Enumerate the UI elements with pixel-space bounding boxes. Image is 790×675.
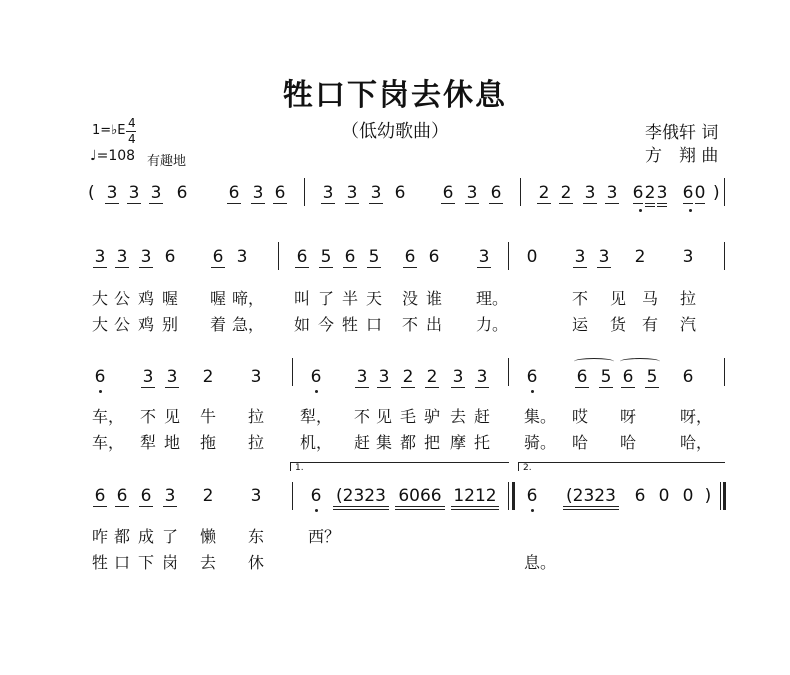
underline bbox=[321, 203, 335, 204]
note: 3 bbox=[150, 183, 162, 203]
final-barline bbox=[720, 482, 721, 510]
lyric-syllable: 拉 bbox=[680, 289, 697, 308]
octave-dot bbox=[99, 390, 102, 393]
underline bbox=[657, 206, 667, 207]
lyric-syllable: 呀 bbox=[620, 407, 637, 426]
time-signature-top: 4 bbox=[128, 116, 136, 130]
lyric-syllable: 今 bbox=[318, 315, 335, 334]
lyric-syllable: 见 bbox=[610, 289, 627, 308]
lyric-syllable: 喔 bbox=[210, 289, 227, 308]
octave-dot bbox=[315, 509, 318, 512]
composer-credit: 方 翔 曲 bbox=[645, 146, 719, 166]
lyric-syllable: 谁 bbox=[426, 289, 443, 308]
underline bbox=[401, 387, 415, 388]
underline bbox=[165, 387, 179, 388]
underline bbox=[367, 267, 381, 268]
note: 2 bbox=[560, 183, 572, 203]
underline bbox=[537, 203, 551, 204]
lyric-syllable: 公 bbox=[114, 315, 131, 334]
lyric-syllable: 成 bbox=[138, 527, 155, 546]
note: 3 bbox=[574, 247, 586, 267]
underline bbox=[683, 203, 693, 204]
note: 0 bbox=[694, 183, 706, 203]
note: 5 bbox=[600, 367, 612, 387]
note: 6 bbox=[94, 367, 106, 387]
lyric-syllable: 机， bbox=[300, 433, 333, 452]
octave-dot bbox=[531, 390, 534, 393]
underline bbox=[319, 267, 333, 268]
underline bbox=[695, 203, 705, 204]
note: 3 bbox=[378, 367, 390, 387]
note: 6 bbox=[94, 486, 106, 506]
note: 2 bbox=[402, 367, 414, 387]
underline bbox=[395, 506, 445, 507]
underline bbox=[563, 509, 619, 510]
underline bbox=[563, 506, 619, 507]
song-title: 牲口下岗去休息 bbox=[283, 78, 507, 113]
lyric-syllable: 见 bbox=[376, 407, 393, 426]
volta-1: 1. bbox=[290, 462, 509, 471]
underline bbox=[475, 387, 489, 388]
note: 6 bbox=[632, 183, 644, 203]
lyric-syllable: 哎 bbox=[572, 407, 589, 426]
barline bbox=[292, 358, 293, 386]
note: 3 bbox=[236, 247, 248, 267]
expression-mark: 有趣地 bbox=[147, 154, 187, 169]
underline bbox=[489, 203, 503, 204]
note: 6 bbox=[344, 247, 356, 267]
underline bbox=[605, 203, 619, 204]
close-paren: ) bbox=[713, 183, 720, 203]
note: 6 bbox=[526, 486, 538, 506]
note: 3 bbox=[250, 367, 262, 387]
note: (2323 bbox=[566, 486, 616, 506]
note: 3 bbox=[128, 183, 140, 203]
lyric-syllable: 公 bbox=[114, 289, 131, 308]
underline bbox=[451, 387, 465, 388]
lyric-syllable: 啼， bbox=[232, 289, 265, 308]
underline bbox=[115, 267, 129, 268]
note: 0 bbox=[526, 247, 538, 267]
note: 3 bbox=[682, 247, 694, 267]
lyric-syllable: 息。 bbox=[524, 553, 557, 572]
note: 6 bbox=[428, 247, 440, 267]
lyric-syllable: 拖 bbox=[200, 433, 217, 452]
lyric-syllable: 岗 bbox=[162, 553, 179, 572]
barline bbox=[292, 482, 293, 510]
note: 6 bbox=[296, 247, 308, 267]
underline bbox=[575, 387, 589, 388]
note: 6 bbox=[490, 183, 502, 203]
note: 3 bbox=[164, 486, 176, 506]
barline bbox=[304, 178, 305, 206]
underline bbox=[645, 206, 655, 207]
lyric-syllable: 不 bbox=[572, 289, 589, 308]
lyric-syllable: 了 bbox=[162, 527, 179, 546]
note: 3 bbox=[606, 183, 618, 203]
lyric-syllable: 咋 bbox=[92, 527, 109, 546]
underline bbox=[645, 203, 655, 204]
note: 2 bbox=[644, 183, 656, 203]
volta-2: 2. bbox=[518, 462, 725, 471]
underline bbox=[93, 267, 107, 268]
note: 6 bbox=[310, 367, 322, 387]
note: 3 bbox=[478, 247, 490, 267]
lyric-syllable: 大 bbox=[92, 289, 109, 308]
note: 6 bbox=[140, 486, 152, 506]
note: ) bbox=[704, 486, 712, 506]
note: 3 bbox=[476, 367, 488, 387]
lyric-syllable: 力。 bbox=[476, 315, 509, 334]
lyric-syllable: 鸡 bbox=[138, 315, 155, 334]
lyric-syllable: 大 bbox=[92, 315, 109, 334]
lyric-syllable: 车， bbox=[92, 407, 125, 426]
lyric-syllable: 着 bbox=[210, 315, 227, 334]
lyric-syllable: 不 bbox=[402, 315, 419, 334]
note: 3 bbox=[142, 367, 154, 387]
lyric-syllable: 汽 bbox=[680, 315, 697, 334]
lyric-syllable: 毛 bbox=[400, 407, 417, 426]
lyric-syllable: 有 bbox=[642, 315, 659, 334]
note: 3 bbox=[106, 183, 118, 203]
lyric-syllable: 货 bbox=[610, 315, 627, 334]
lyric-syllable: 理。 bbox=[476, 289, 509, 308]
lyric-syllable: 哈 bbox=[572, 433, 589, 452]
underline bbox=[477, 267, 491, 268]
underline bbox=[149, 203, 163, 204]
lyric-syllable: 集 bbox=[376, 433, 393, 452]
underline bbox=[163, 506, 177, 507]
lyric-syllable: 都 bbox=[114, 527, 131, 546]
lyric-syllable: 如 bbox=[294, 315, 311, 334]
note: 2 bbox=[202, 367, 214, 387]
underline bbox=[559, 203, 573, 204]
note: 3 bbox=[252, 183, 264, 203]
octave-dot bbox=[531, 509, 534, 512]
underline bbox=[273, 203, 287, 204]
note: 6066 bbox=[398, 486, 442, 506]
note: 6 bbox=[622, 367, 634, 387]
song-subtitle: （低幼歌曲） bbox=[341, 121, 449, 142]
lyric-syllable: 牲 bbox=[342, 315, 359, 334]
tie bbox=[574, 358, 614, 365]
underline bbox=[369, 203, 383, 204]
underline bbox=[395, 509, 445, 510]
note: 3 bbox=[250, 486, 262, 506]
barline bbox=[520, 178, 521, 206]
barline bbox=[724, 358, 725, 386]
underline bbox=[127, 203, 141, 204]
lyric-syllable: 哈 bbox=[620, 433, 637, 452]
note: 3 bbox=[94, 247, 106, 267]
lyric-syllable: 拉 bbox=[248, 433, 265, 452]
lyric-syllable: 下 bbox=[138, 553, 155, 572]
note: 0 bbox=[682, 486, 694, 506]
tempo-mark: ♩=108 bbox=[90, 148, 136, 164]
lyric-syllable: 出 bbox=[426, 315, 443, 334]
underline bbox=[451, 509, 499, 510]
note: 2 bbox=[538, 183, 550, 203]
note: 6 bbox=[682, 367, 694, 387]
note: 1212 bbox=[453, 486, 497, 506]
lyric-syllable: 别 bbox=[162, 315, 179, 334]
underline bbox=[621, 387, 635, 388]
time-signature-bottom: 4 bbox=[128, 132, 136, 146]
note: 6 bbox=[274, 183, 286, 203]
underline bbox=[115, 506, 129, 507]
lyric-syllable: 都 bbox=[400, 433, 417, 452]
note: 0 bbox=[658, 486, 670, 506]
underline bbox=[139, 506, 153, 507]
underline bbox=[645, 387, 659, 388]
lyric-syllable: 呀， bbox=[680, 407, 713, 426]
lyric-syllable: 去 bbox=[450, 407, 467, 426]
underline bbox=[93, 506, 107, 507]
lyric-syllable: 马 bbox=[642, 289, 659, 308]
open-paren: ( bbox=[88, 183, 95, 203]
note: 3 bbox=[356, 367, 368, 387]
underline bbox=[657, 203, 667, 204]
note: 6 bbox=[116, 486, 128, 506]
lyricist-credit: 李俄轩 词 bbox=[645, 123, 719, 143]
note: 6 bbox=[526, 367, 538, 387]
underline bbox=[465, 203, 479, 204]
note: 6 bbox=[228, 183, 240, 203]
lyric-syllable: 集。 bbox=[524, 407, 557, 426]
lyric-syllable: 不 bbox=[354, 407, 371, 426]
underline bbox=[139, 267, 153, 268]
lyric-syllable: 托 bbox=[474, 433, 491, 452]
lyric-syllable: 喔 bbox=[162, 289, 179, 308]
lyric-syllable: 赶 bbox=[354, 433, 371, 452]
lyric-syllable: 急， bbox=[232, 315, 265, 334]
lyric-syllable: 西？ bbox=[308, 527, 341, 546]
note: 6 bbox=[404, 247, 416, 267]
underline bbox=[295, 267, 309, 268]
note: 6 bbox=[176, 183, 188, 203]
note: 3 bbox=[322, 183, 334, 203]
underline bbox=[345, 203, 359, 204]
note: 3 bbox=[452, 367, 464, 387]
note: 3 bbox=[584, 183, 596, 203]
underline bbox=[105, 203, 119, 204]
lyric-syllable: 犁 bbox=[140, 433, 157, 452]
barline bbox=[278, 242, 279, 270]
note: 6 bbox=[682, 183, 694, 203]
lyric-syllable: 牲 bbox=[92, 553, 109, 572]
underline bbox=[441, 203, 455, 204]
lyric-syllable: 叫 bbox=[294, 289, 311, 308]
underline bbox=[355, 387, 369, 388]
note: 2 bbox=[426, 367, 438, 387]
lyric-syllable: 懒 bbox=[200, 527, 217, 546]
lyric-syllable: 没 bbox=[402, 289, 419, 308]
underline bbox=[251, 203, 265, 204]
lyric-syllable: 驴 bbox=[424, 407, 441, 426]
octave-dot bbox=[689, 209, 692, 212]
note: 6 bbox=[212, 247, 224, 267]
lyric-syllable: 东 bbox=[248, 527, 265, 546]
note: 5 bbox=[368, 247, 380, 267]
octave-dot bbox=[315, 390, 318, 393]
underline bbox=[333, 506, 389, 507]
note: 5 bbox=[646, 367, 658, 387]
octave-dot bbox=[639, 209, 642, 212]
note: 3 bbox=[370, 183, 382, 203]
lyric-syllable: 见 bbox=[164, 407, 181, 426]
lyric-syllable: 骑。 bbox=[524, 433, 557, 452]
lyric-syllable: 天 bbox=[366, 289, 383, 308]
underline bbox=[403, 267, 417, 268]
underline bbox=[633, 203, 643, 204]
lyric-syllable: 赶 bbox=[474, 407, 491, 426]
lyric-syllable: 休 bbox=[248, 553, 265, 572]
repeat-barline bbox=[508, 482, 509, 510]
lyric-syllable: 车， bbox=[92, 433, 125, 452]
note: 3 bbox=[466, 183, 478, 203]
barline bbox=[508, 358, 509, 386]
underline bbox=[227, 203, 241, 204]
barline bbox=[724, 178, 725, 206]
lyric-syllable: 口 bbox=[114, 553, 131, 572]
lyric-syllable: 运 bbox=[572, 315, 589, 334]
note: (2323 bbox=[336, 486, 386, 506]
note: 5 bbox=[320, 247, 332, 267]
note: 6 bbox=[442, 183, 454, 203]
lyric-syllable: 摩 bbox=[450, 433, 467, 452]
repeat-barline-thick bbox=[512, 482, 515, 510]
note: 6 bbox=[164, 247, 176, 267]
underline bbox=[333, 509, 389, 510]
underline bbox=[597, 267, 611, 268]
tie bbox=[620, 358, 660, 365]
lyric-syllable: 半 bbox=[342, 289, 359, 308]
note: 6 bbox=[576, 367, 588, 387]
barline bbox=[508, 242, 509, 270]
underline bbox=[141, 387, 155, 388]
note: 3 bbox=[346, 183, 358, 203]
lyric-syllable: 了 bbox=[318, 289, 335, 308]
underline bbox=[583, 203, 597, 204]
underline bbox=[377, 387, 391, 388]
note: 3 bbox=[598, 247, 610, 267]
underline bbox=[599, 387, 613, 388]
lyric-syllable: 牛 bbox=[200, 407, 217, 426]
lyric-syllable: 哈， bbox=[680, 433, 713, 452]
underline bbox=[343, 267, 357, 268]
lyric-syllable: 犁， bbox=[300, 407, 333, 426]
note: 3 bbox=[166, 367, 178, 387]
lyric-syllable: 口 bbox=[366, 315, 383, 334]
note: 3 bbox=[140, 247, 152, 267]
key-signature: 1=♭E bbox=[92, 123, 126, 138]
note: 6 bbox=[634, 486, 646, 506]
underline bbox=[451, 506, 499, 507]
lyric-syllable: 拉 bbox=[248, 407, 265, 426]
barline bbox=[724, 242, 725, 270]
lyric-syllable: 去 bbox=[200, 553, 217, 572]
note: 6 bbox=[310, 486, 322, 506]
underline bbox=[211, 267, 225, 268]
note: 2 bbox=[202, 486, 214, 506]
underline bbox=[425, 387, 439, 388]
lyric-syllable: 把 bbox=[424, 433, 441, 452]
lyric-syllable: 不 bbox=[140, 407, 157, 426]
note: 2 bbox=[634, 247, 646, 267]
note: 3 bbox=[656, 183, 668, 203]
lyric-syllable: 鸡 bbox=[138, 289, 155, 308]
lyric-syllable: 地 bbox=[164, 433, 181, 452]
note: 6 bbox=[394, 183, 406, 203]
final-barline-thick bbox=[723, 482, 726, 510]
underline bbox=[573, 267, 587, 268]
note: 3 bbox=[116, 247, 128, 267]
